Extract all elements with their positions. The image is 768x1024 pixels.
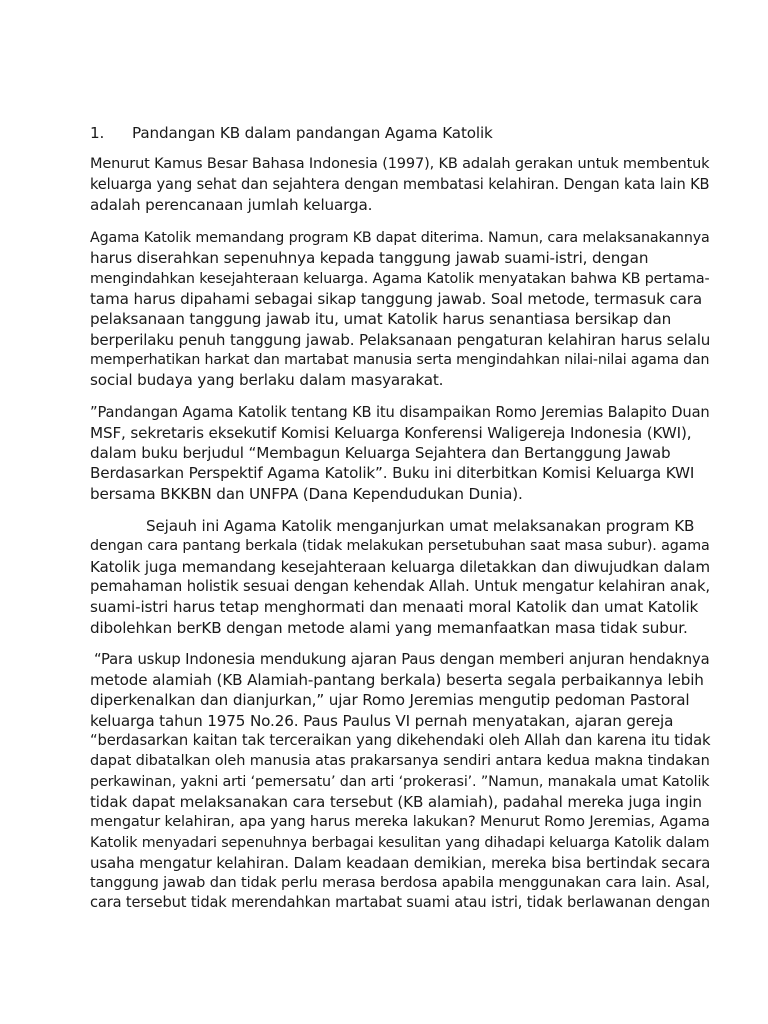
paragraph-line: dalam buku berjudul “Membagun Keluarga Sejahtera dan Bertanggung Jawab — [90, 444, 671, 463]
paragraph-line: tama harus dipahami sebagai sikap tanggung jawab. Soal metode, termasuk cara — [90, 290, 703, 309]
paragraph-line — [90, 516, 695, 536]
paragraph-line: mengindahkan kesejahteraan keluarga. Agama Katolik menyatakan bahwa KB pertama- — [90, 270, 710, 287]
paragraph-line: MSF, sekretaris eksekutif Komisi Keluarga Konferensi Waligereja Indonesia (KWI), — [90, 423, 692, 442]
paragraph-line: metode alamiah (KB Alamiah-pantang berkala) beserta segala perbaikannya lebih — [90, 671, 704, 690]
paragraph-line: dapat dibatalkan oleh manusia atas prakarsanya sendiri antara kedua makna tindakan — [90, 753, 710, 770]
paragraph-line: tanggung jawab dan tidak perlu merasa berdosa apabila menggunakan cara lain. Asal, — [90, 875, 710, 892]
paragraph-line: Katolik juga memandang kesejahteraan keluarga diletakkan dan diwujudkan dalam — [90, 557, 710, 576]
paragraph-line: Agama Katolik memandang program KB dapat diterima. Namun, cara melaksanakannya — [90, 230, 710, 247]
paragraph-line — [90, 650, 710, 670]
paragraph-line: harus diserahkan sepenuhnya kepada tanggung jawab suami-istri, dengan — [90, 249, 649, 268]
paragraph-line: Menurut Kamus Besar Bahasa Indonesia (1997), KB adalah gerakan untuk membentuk — [90, 156, 710, 173]
paragraph-line: social budaya yang berlaku dalam masyarakat. — [90, 371, 444, 390]
document-body — [90, 123, 711, 925]
paragraph-line: memperhatikan harkat dan martabat manusia serta mengindahkan nilai-nilai agama dan — [90, 351, 710, 368]
paragraph-line-text: Sejauh ini Agama Katolik menganjurkan umat melaksanakan program KB — [146, 517, 695, 536]
paragraph-line: keluarga yang sehat dan sejahtera dengan membatasi kelahiran. Dengan kata lain KB — [90, 175, 710, 193]
paragraph-4 — [90, 516, 710, 638]
paragraph-line: keluarga tahun 1975 No.26. Paus Paulus VI pernah menyatakan, ajaran gereja — [90, 711, 674, 730]
paragraph-2 — [90, 228, 711, 390]
paragraph-line: adalah perencanaan jumlah keluarga. — [90, 195, 373, 214]
section-heading — [90, 123, 690, 143]
section-title: Pandangan KB dalam pandangan Agama Katolik — [132, 124, 493, 142]
paragraph-line: mengatur kelahiran, apa yang harus mereka lakukan? Menurut Romo Jeremias, Agama — [90, 814, 710, 831]
paragraph-line: cara tersebut tidak merendahkan martabat suami atau istri, tidak berlawanan dengan — [90, 894, 710, 912]
paragraph-line: Katolik menyadari sepenuhnya berbagai kesulitan yang dihadapi keluarga Katolik dalam — [90, 834, 710, 851]
paragraph-line: Berdasarkan Perspektif Agama Katolik”. Buku ini diterbitkan Komisi Keluarga KWI — [90, 464, 695, 483]
section-number: 1. — [90, 124, 105, 142]
paragraph-line: ”Pandangan Agama Katolik tentang KB itu disampaikan Romo Jeremias Balapito Duan — [90, 403, 710, 421]
paragraph-3 — [90, 403, 710, 504]
paragraph-line: usaha mengatur kelahiran. Dalam keadaan demikian, mereka bisa bertindak secara — [90, 853, 711, 872]
paragraph-line: suami-istri harus tetap menghormati dan menaati moral Katolik dan umat Katolik — [90, 598, 699, 617]
paragraph-line: pemahaman holistik sesuai dengan kehendak Allah. Untuk mengatur kelahiran anak, — [90, 577, 710, 595]
paragraph-line-text: “Para uskup Indonesia mendukung ajaran Paus dengan memberi anjuran hendaknya — [94, 650, 710, 668]
paragraph-5 — [90, 650, 711, 914]
paragraph-1 — [90, 154, 710, 215]
paragraph-line: “berdasarkan kaitan tak terceraikan yang dikehendaki oleh Allah dan karena itu tidak — [90, 732, 711, 750]
paragraph-line: dengan cara pantang berkala (tidak melakukan persetubuhan saat masa subur). agama — [90, 538, 710, 555]
paragraph-line: perkawinan, yakni arti ‘pemersatu’ dan arti ‘prokerasi’. ”Namun, manakala umat Katolik — [90, 773, 710, 790]
paragraph-line: diperkenalkan dan dianjurkan,” ujar Romo Jeremias mengutip pedoman Pastoral — [90, 691, 690, 710]
paragraph-line: tidak dapat melaksanakan cara tersebut (KB alamiah), padahal mereka juga ingin — [90, 792, 702, 811]
paragraph-line: bersama BKKBN dan UNFPA (Dana Kependudukan Dunia). — [90, 484, 523, 503]
paragraph-line: dibolehkan berKB dengan metode alami yang memanfaatkan masa tidak subur. — [90, 618, 688, 637]
paragraph-line: pelaksanaan tanggung jawab itu, umat Katolik harus senantiasa bersikap dan — [90, 310, 672, 329]
paragraph-line: berperilaku penuh tanggung jawab. Pelaksanaan pengaturan kelahiran harus selalu — [90, 330, 711, 349]
